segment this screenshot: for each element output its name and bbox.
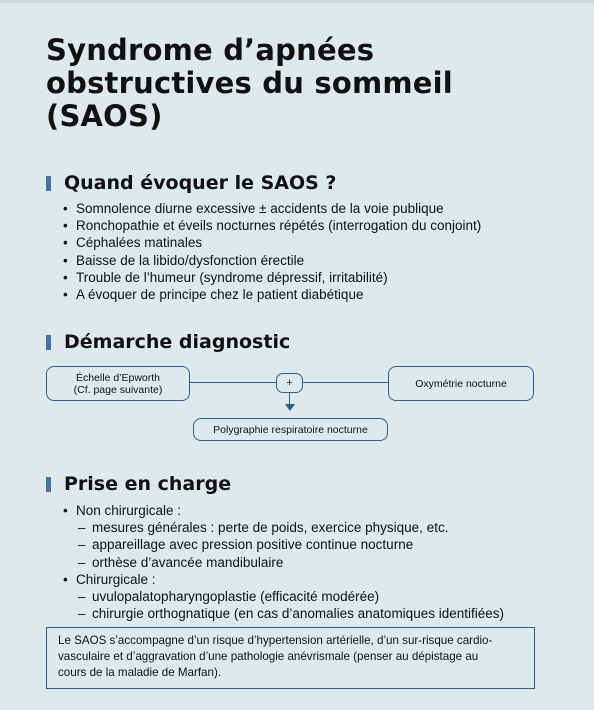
sub-list-item: – chirurgie orthognatique (en cas d’anomalies anatomiques identifiées) [76,605,504,622]
treatment-list [60,502,504,622]
connector-line-down [289,393,290,404]
section-heading-prise [46,473,231,495]
box-oxymetrie-label: Oxymétrie nocturne [415,377,507,390]
top-border [0,0,594,3]
title-line: (SAOS) [46,99,163,133]
page-title [46,34,566,133]
sub-list-item: – orthèse d’avancée mandibulaire [76,554,504,571]
box-epworth-label: Échelle d’Epworth [75,371,161,384]
section-marker [46,335,51,350]
box-epworth-sublabel: (Cf. page suivante) [73,383,163,396]
sub-list-item: – uvulopalatopharyngoplastie (efficacité modérée) [76,588,504,605]
section-title: Démarche diagnostic [64,331,291,353]
note-box [46,627,535,689]
note-line: vasculaire et d’aggravation d’une pathologie anévrismale (penser au dépistage au [58,650,479,663]
sub-list [76,588,504,622]
list-item: • Somnolence diurne excessive ± accidents de la voie publique [60,200,481,217]
sub-list-item: – mesures générales : perte de poids, exercice physique, etc. [76,519,504,536]
section-heading-demarche [46,331,290,353]
note-line: Le SAOS s’accompagne d’un risque d’hypertension artérielle, d’un sur-risque cardio- [58,634,493,647]
box-polygraphie-label: Polygraphie respiratoire nocturne [213,423,368,436]
section-marker [46,477,51,492]
title-line: Syndrome d’apnées [46,33,375,67]
section-title: Quand évoquer le SAOS ? [64,172,337,194]
box-oxymetrie [388,366,534,401]
section-heading-quand [46,172,336,194]
connector-line-right [303,382,388,383]
connector-line-left [190,382,276,383]
list-item: • Céphalées matinales [60,234,481,251]
title-line: obstructives du sommeil [46,66,453,100]
list-item: • Ronchopathie et éveils nocturnes répétés (interrogation du conjoint) [60,217,481,234]
list-item [60,571,504,623]
list-item: • Trouble de l’humeur (syndrome dépressif, irritabilité) [60,269,481,286]
arrow-down-icon [285,404,295,411]
list-item: • A évoquer de principe chez le patient diabétique [60,286,481,303]
sub-list-item: – appareillage avec pression positive continue nocturne [76,536,504,553]
section-title: Prise en charge [64,473,232,495]
box-epworth [46,366,190,401]
list-item-label: Non chirurgicale : [76,503,182,518]
plus-node [276,373,303,393]
sub-list [76,519,504,571]
plus-symbol: + [286,377,293,389]
symptom-list [60,200,481,303]
list-item [60,502,504,571]
box-polygraphie [193,418,388,441]
list-item: • Baisse de la libido/dysfonction érectile [60,252,481,269]
note-line: cours de la maladie de Marfan). [58,666,222,679]
list-item-label: Chirurgicale : [76,571,156,587]
section-marker [46,176,51,191]
